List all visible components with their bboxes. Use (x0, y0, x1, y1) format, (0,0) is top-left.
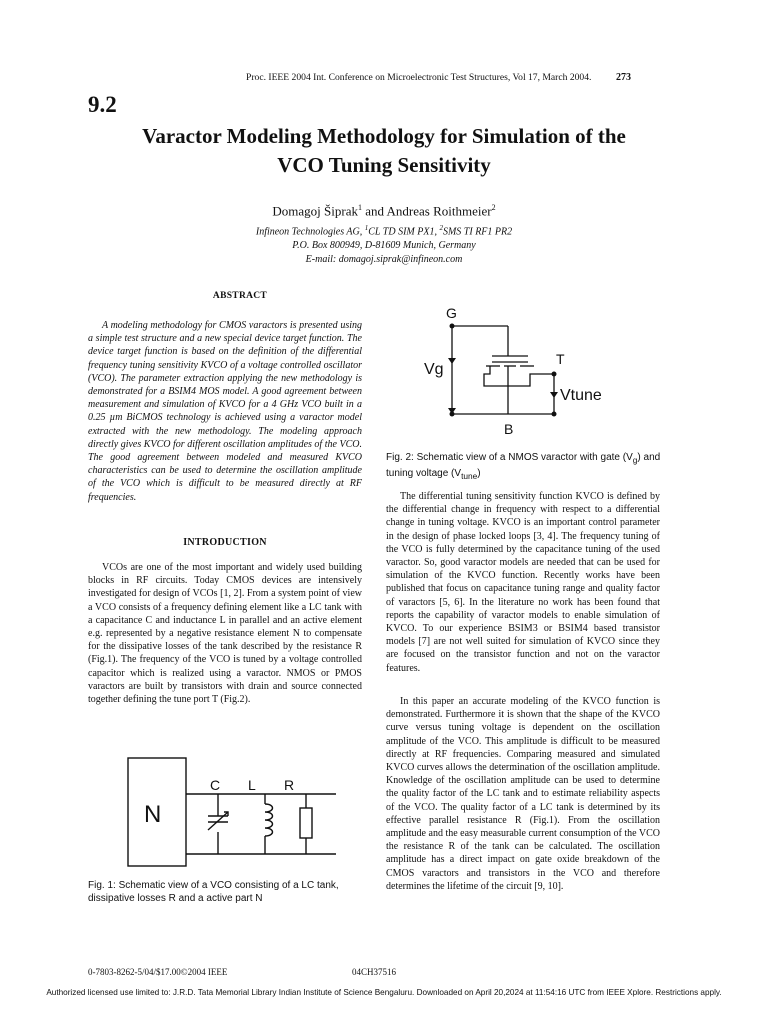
body-paragraph-right-1: The differential tuning sensitivity function KVCO is defined by the differential change in frequency with respect to a differential change in tuning voltage. KVCO is an important control parameter in the design of phase locked loops [3, 4]. The frequency tuning of the VCO is fully determined by the capacitance tuning of the used varactor. So, good varactor models are needed that can be used for simulation of the KVCO function. Recently works have been published that focus on capacitance tuning range and quality factor of varactors [5, 6]. In the literature no work has been found that reports the capability of varactor models to enable simulation of KVCO. To our experience BSIM3 or BSIM4 based transistor models [7] are not well suited for simulation of KVCO since they are focused on the transistor function and not on the varactor features. (386, 491, 660, 674)
fig1-label-l: L (248, 777, 256, 793)
author-list (0, 203, 768, 219)
body-paragraph-right-2: In this paper an accurate modeling of the KVCO function is demonstrated. Furthermore it is shown that the shape of the KVCO curve versus tuning voltage is dependent on the oscillation amplitude of the VCO. This amplitude is difficult to be measured directly at RF frequencies. Comparing measured and simulated KVCO curves allows the determination of the oscillation amplitude. Knowledge of the oscillation amplitude can be used to determine the quality factor of the LC tank and to estimate reliability aspects of the VCO. The quality factor of a LC tank is determined by its effective parallel resistance R (Fig.1). From the oscillation amplitude and the easy measurable current consumption of the VCO the resistance R of the tank can be calculated. The oscillation amplitude has a direct impact on gate oxide breakdown of the CMOS varactors and transistors in the VCO and therefore determines the lifetime of the circuit [9, 10]. (386, 696, 660, 892)
affiliation-dept-1: CL TD SIM PX1, (368, 226, 440, 238)
footer-authorized-notice: Authorized licensed use limited to: J.R.D. Tata Memorial Library Indian Institute of Science Bengaluru. Downloaded on April 20,2024 at 11:54:16 UTC from IEEE Xplore. Restrictions apply. (46, 988, 722, 997)
affiliation-sup-1: 1 (364, 224, 369, 232)
paper-title (70, 122, 698, 180)
affiliation-sup-2: 2 (439, 224, 443, 232)
footer-code: 04CH37516 (352, 967, 397, 977)
affiliation-company: Infineon Technologies AG, (255, 226, 365, 238)
fig2-caption-sub-tune: tune (461, 471, 478, 481)
affiliation-email: E-mail: domagoj.siprak@infineon.com (305, 254, 463, 266)
fig2-label-g: G (446, 305, 457, 321)
figure-1-caption: Fig. 1: Schematic view of a VCO consisting of a LC tank, dissipative losses R and a active part N (88, 880, 339, 904)
title-line-2: VCO Tuning Sensitivity (277, 153, 491, 177)
abstract-text: A modeling methodology for CMOS varactors is presented using a simple test structure and a new special device target function. The device target function is based on the definition of the differential frequency tuning sensitivity KVCO of a voltage controlled oscillator (VCO). The parameter extraction applying the new methodology is demonstrated for a BSIM4 MOS model. A good agreement between measurement and simulation of KVCO for a 4 GHz VCO built in a 0.25 µm BiCMOS technology is achieved using a varactor model extracted with the new methodology. The modeling approach directly gives KVCO for different oscillation amplitudes of the VCO. The good agreement between modeled and measured KVCO characteristics can be used to determine the oscillation amplitude of the VCO which is difficult to be measured directly at RF frequencies. (88, 320, 362, 503)
fig2-label-t: T (556, 351, 565, 367)
fig1-label-r: R (284, 777, 295, 793)
author-2: and Andreas Roithmeier (361, 203, 492, 219)
affiliation-address: P.O. Box 800949, D-81609 Munich, Germany (292, 240, 476, 252)
figure-2-caption (386, 451, 676, 483)
fig2-caption-part-b: ) and tuning voltage (V (386, 452, 661, 479)
fig2-label-vtune: Vtune (560, 387, 602, 404)
fig2-label-vg: Vg (424, 361, 444, 378)
abstract-heading: ABSTRACT (212, 291, 268, 301)
fig2-caption-sub-g: g (632, 455, 638, 465)
section-number: 9.2 (88, 92, 117, 117)
title-line-1: Varactor Modeling Methodology for Simulation of the (142, 124, 626, 148)
fig2-caption-part-a: Fig. 2: Schematic view of a NMOS varactor with gate (V (386, 452, 633, 463)
page-number: 273 (616, 72, 631, 83)
fig1-label-c: C (210, 777, 221, 793)
affiliation (0, 221, 768, 267)
footer-isbn: 0-7803-8262-5/04/$17.00©2004 IEEE (88, 967, 228, 977)
author-2-affil: 2 (491, 203, 496, 212)
affiliation-dept-2: SMS TI RF1 PR2 (442, 226, 513, 238)
figure-2-nmos-varactor-schematic (412, 302, 612, 442)
author-1: Domagoj Šiprak (272, 203, 358, 219)
author-1-affil: 1 (357, 203, 362, 212)
figure-1-lc-tank-schematic (124, 750, 360, 872)
running-header: Proc. IEEE 2004 Int. Conference on Microelectronic Test Structures, Vol 17, March 2004. (246, 72, 592, 83)
affiliation-line-1 (0, 221, 768, 239)
introduction-text: VCOs are one of the most important and widely used building blocks in RF circuits. Today CMOS devices are intensively investigated for design of VCOs [1, 2]. From a system point of view a VCO consists of a frequency defining element like a LC tank with a capacitance C and inductance L in parallel and an active element e.g. represented by a negative resistance element N to compensate for the dissipative losses of the tank described by the resistance R (Fig.1). The frequency of the VCO is tuned by a voltage controlled capacitor which is realized using a varactor. NMOS or PMOS varactors are built by transistors with drain and source connected together defining the tune port T (Fig.2). (88, 562, 362, 706)
fig1-label-n: N (144, 801, 162, 828)
introduction-heading: INTRODUCTION (183, 537, 267, 548)
fig2-label-b: B (504, 421, 514, 437)
fig2-caption-part-c: ) (477, 468, 481, 479)
